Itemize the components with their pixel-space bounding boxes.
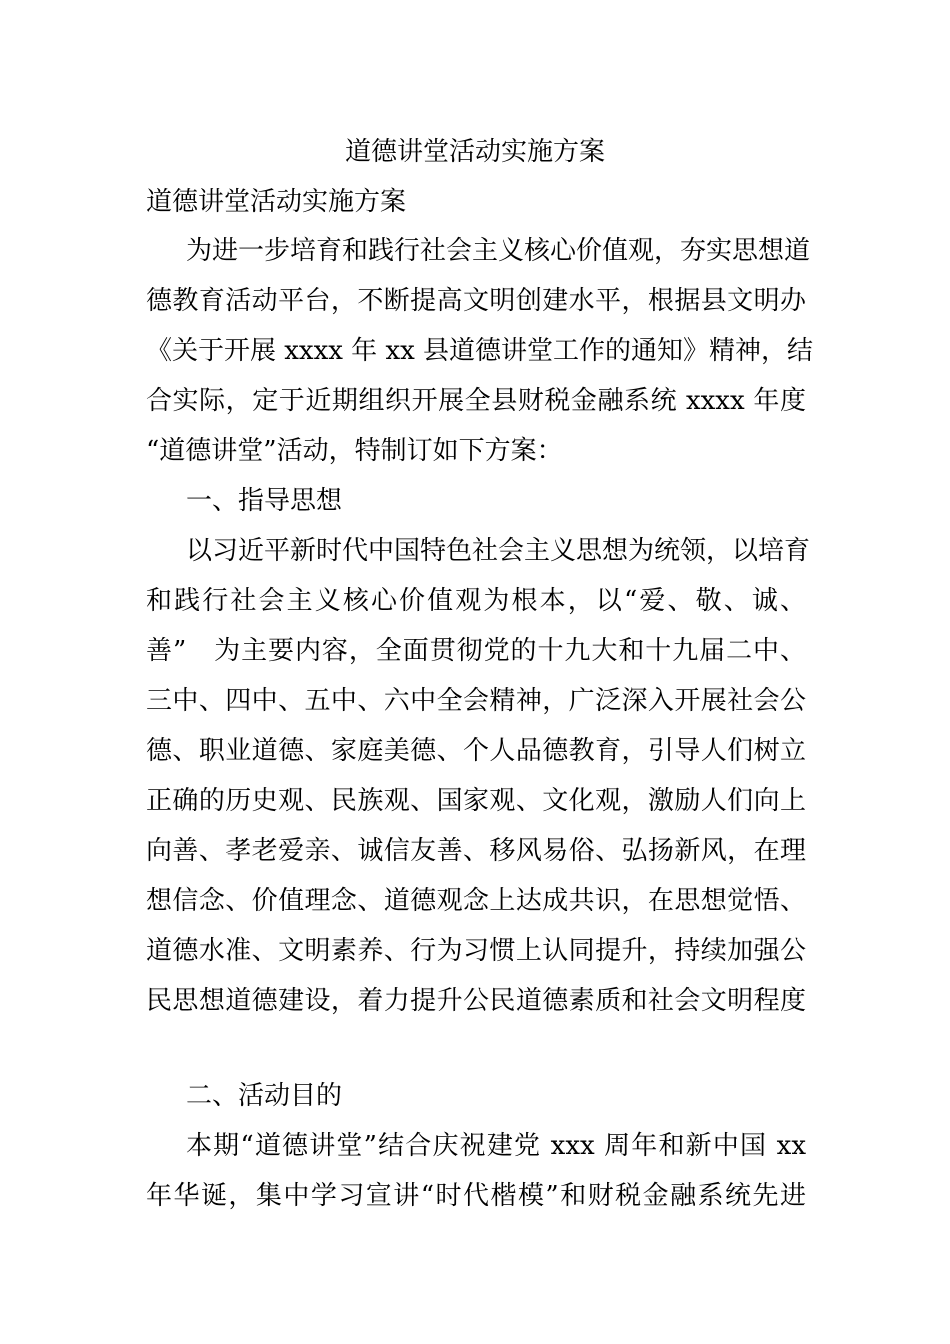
section-heading: 二、活动目的 — [186, 1081, 343, 1111]
document-subtitle: 道德讲堂活动实施方案 — [146, 187, 407, 217]
paragraph-line: 三中、四中、五中、六中全会精神，广泛深入开展社会公 — [146, 686, 806, 716]
paragraph-line: 德、职业道德、家庭美德、个人品德教育，引导人们树立 — [146, 736, 806, 766]
intro-line: “道德讲堂”活动，特制订如下方案： — [146, 436, 563, 466]
intro-line: 德教育活动平台，不断提高文明创建水平，根据县文明办 — [146, 286, 806, 316]
intro-line: 为进一步培育和践行社会主义核心价值观，夯实思想道 — [186, 236, 811, 266]
paragraph-line: 本期“道德讲堂”结合庆祝建党 xxx 周年和新中国 xx — [186, 1131, 806, 1161]
paragraph-line: 年华诞，集中学习宣讲“时代楷模”和财税金融系统先进 — [146, 1181, 806, 1211]
document-title: 道德讲堂活动实施方案 — [344, 137, 605, 167]
paragraph-line: 以习近平新时代中国特色社会主义思想为统领，以培育 — [186, 536, 811, 566]
section-heading: 一、指导思想 — [186, 486, 343, 516]
paragraph-line: 和践行社会主义核心价值观为根本，以“爱、敬、诚、 — [146, 586, 806, 616]
intro-line: 《关于开展 xxxx 年 xx 县道德讲堂工作的通知》精神，结 — [146, 336, 814, 366]
paragraph-line: 向善、孝老爱亲、诚信友善、移风易俗、弘扬新风，在理 — [146, 836, 806, 866]
paragraph-line: 善” 为主要内容，全面贯彻党的十九大和十九届二中、 — [146, 636, 806, 666]
paragraph-line: 正确的历史观、民族观、国家观、文化观，激励人们向上 — [146, 786, 806, 816]
intro-line: 合实际，定于近期组织开展全县财税金融系统 xxxx 年度 — [146, 386, 806, 416]
paragraph-line: 民思想道德建设，着力提升公民道德素质和社会文明程度 — [146, 986, 806, 1016]
paragraph-line: 想信念、价值理念、道德观念上达成共识，在思想觉悟、 — [146, 886, 806, 916]
paragraph-line: 道德水准、文明素养、行为习惯上认同提升，持续加强公 — [146, 936, 806, 966]
